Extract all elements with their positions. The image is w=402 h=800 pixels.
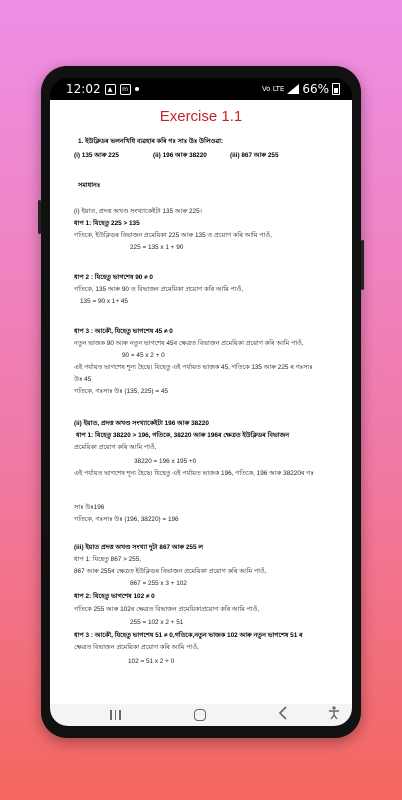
question-part-i: (i) 135 আৰু 225 [74,152,119,159]
question-part-iii: (iii) 867 আৰু 255 [230,152,279,159]
doc-line: গতিকে, গঃসাঃ উঃ (135, 225) = 45 [74,388,168,395]
doc-line: এই পৰ্যায়ত ভাগশেষ শূন্য হৈছে। যিহেতু এই পৰ্যায়ত ভাজক 45, গতিকে 135 আৰু 225 ৰ গঃসাঃ [74,364,313,371]
doc-line: গতিকে, ইউক্লিডৰ বিভাজন প্ৰমেয়িকা 225 আৰু 135 ত প্ৰয়োগ কৰি আমি পাওঁ, [74,232,272,239]
battery-percent: 66% [302,82,329,96]
doc-line: উঃ 45 [74,376,92,383]
equation-line: 102 = 51 x 2 + 0 [128,658,175,665]
equation-line: 255 = 102 x 2 + 51 [130,619,184,626]
doc-line: ধাপ 3 : আকৌ, যিহেতু ভাগশেষ 51 ≠ 0,গতিকে,নতুন ভাজক 102 আৰু নতুন ভাগশেষ 51 ৰ [74,632,303,639]
equation-line: 90 = 45 x 2 + 0 [122,352,165,359]
doc-line: গতিকে, গঃসাঃ উঃ (196, 38220) = 196 [74,516,179,523]
doc-line: ধাপ 1: যিহেতু 867 > 255, [74,556,142,563]
doc-line: 867 আৰু 255ৰ ক্ষেত্ৰত ইউক্লিডৰ বিভাজন প্ৰমেয়িকা প্ৰয়োগ কৰি আমি পাওঁ, [74,568,267,575]
equation-line: 867 = 255 x 3 + 102 [130,580,187,587]
doc-line: নতুন ভাজক 90 আৰু নতুন ভাগশেষ 45ৰ ক্ষেত্ৰত বিভাজন প্ৰমেয়িকা প্ৰয়োগ কৰি আমি পাওঁ, [74,340,304,347]
status-bar [50,78,352,100]
status-time: 12:02 [66,82,101,96]
doc-line: এই পৰ্যায়ত ভাগশেষ শূন্য হৈছে। যিহেতু এই পৰ্যায়ত ভাজক 196, গতিকে, 196 আৰু 38220ৰ গঃ [74,470,314,477]
battery-icon [332,83,340,95]
doc-line: (i) ইয়াত, প্ৰদত্ত অখণ্ড সংখ্যাকেইটা 135 আৰু 225। [74,208,202,215]
doc-line: প্ৰমেয়িকা প্ৰয়োগ কৰি আমি পাওঁ, [74,444,157,451]
document-page[interactable] [50,100,352,704]
solution-heading: সমাধানঃ [78,182,101,189]
home-icon[interactable] [194,709,206,721]
power-button [361,240,364,290]
navigation-bar [50,704,352,726]
doc-line: ধাপ 2: যিহেতু ভাগশেষ 102 ≠ 0 [74,593,155,600]
back-icon[interactable] [278,706,288,725]
equation-line: 135 = 90 x 1+ 45 [80,298,128,305]
phone-screen [50,78,352,726]
accessibility-icon[interactable] [328,706,340,725]
question-text: 1. ইউক্লিডৰ ভলনখিধি ব্যৱহাৰ কৰি গঃ সাঃ উঃ উলিওৱা: [78,138,224,145]
volume-button [38,200,41,234]
doc-line: সাঃ উঃ196 [74,504,105,511]
doc-line: (ii) ইয়াত, প্ৰদত্ত অখণ্ড সংখ্যাকেইটা 196 আৰু 38220 [74,420,209,427]
gallery-icon: ▲ [105,84,116,95]
equation-line: 38220 = 196 x 195 +0 [134,458,197,465]
doc-line: ধাপ 1: যিহেতু 225 > 135 [74,220,140,227]
question-part-ii: (ii) 196 আৰু 38220 [153,152,207,159]
doc-line: গতিকে, 135 আৰু 90 ত বিভাজন প্ৰমেয়িকা প্ৰয়োগ কৰি আমি পাওঁ, [74,286,244,293]
network-type: Vo LTE [261,84,285,93]
doc-line: ধাপ 2 : যিহেতু ভাগশেষ 90 ≠ 0 [74,274,153,281]
doc-line: ধাপ 1: যিহেতু 38220 > 196, গতিকে, 38220 আৰু 196ৰ ক্ষেত্ৰত ইউক্লিডৰ বিভাজন [76,432,290,439]
doc-line: গতিকে 255 আৰু 102ৰ ক্ষেত্ৰত বিভাজন প্ৰমেয়িকাপ্ৰয়োগ কৰি আমি পাওঁ, [74,606,260,613]
dot-icon [135,87,139,91]
messenger-icon: m [120,84,131,95]
doc-line: ক্ষেত্ৰত বিভাজন প্ৰমেয়িকা প্ৰয়োগ কৰি আমি পাওঁ, [74,644,199,651]
doc-line: (iii) ইয়াত প্ৰদত্ত অখণ্ড সংখ্যা দুটা 867 আৰু 255 ল [74,544,204,551]
doc-line: ধাপ 3 : আকৌ, যিহেতু ভাগশেষ 45 ≠ 0 [74,328,173,335]
exercise-title: Exercise 1.1 [159,108,243,125]
signal-icon [287,84,299,94]
recents-icon[interactable] [110,710,121,720]
equation-line: 225 = 135 x 1 + 90 [130,244,184,251]
